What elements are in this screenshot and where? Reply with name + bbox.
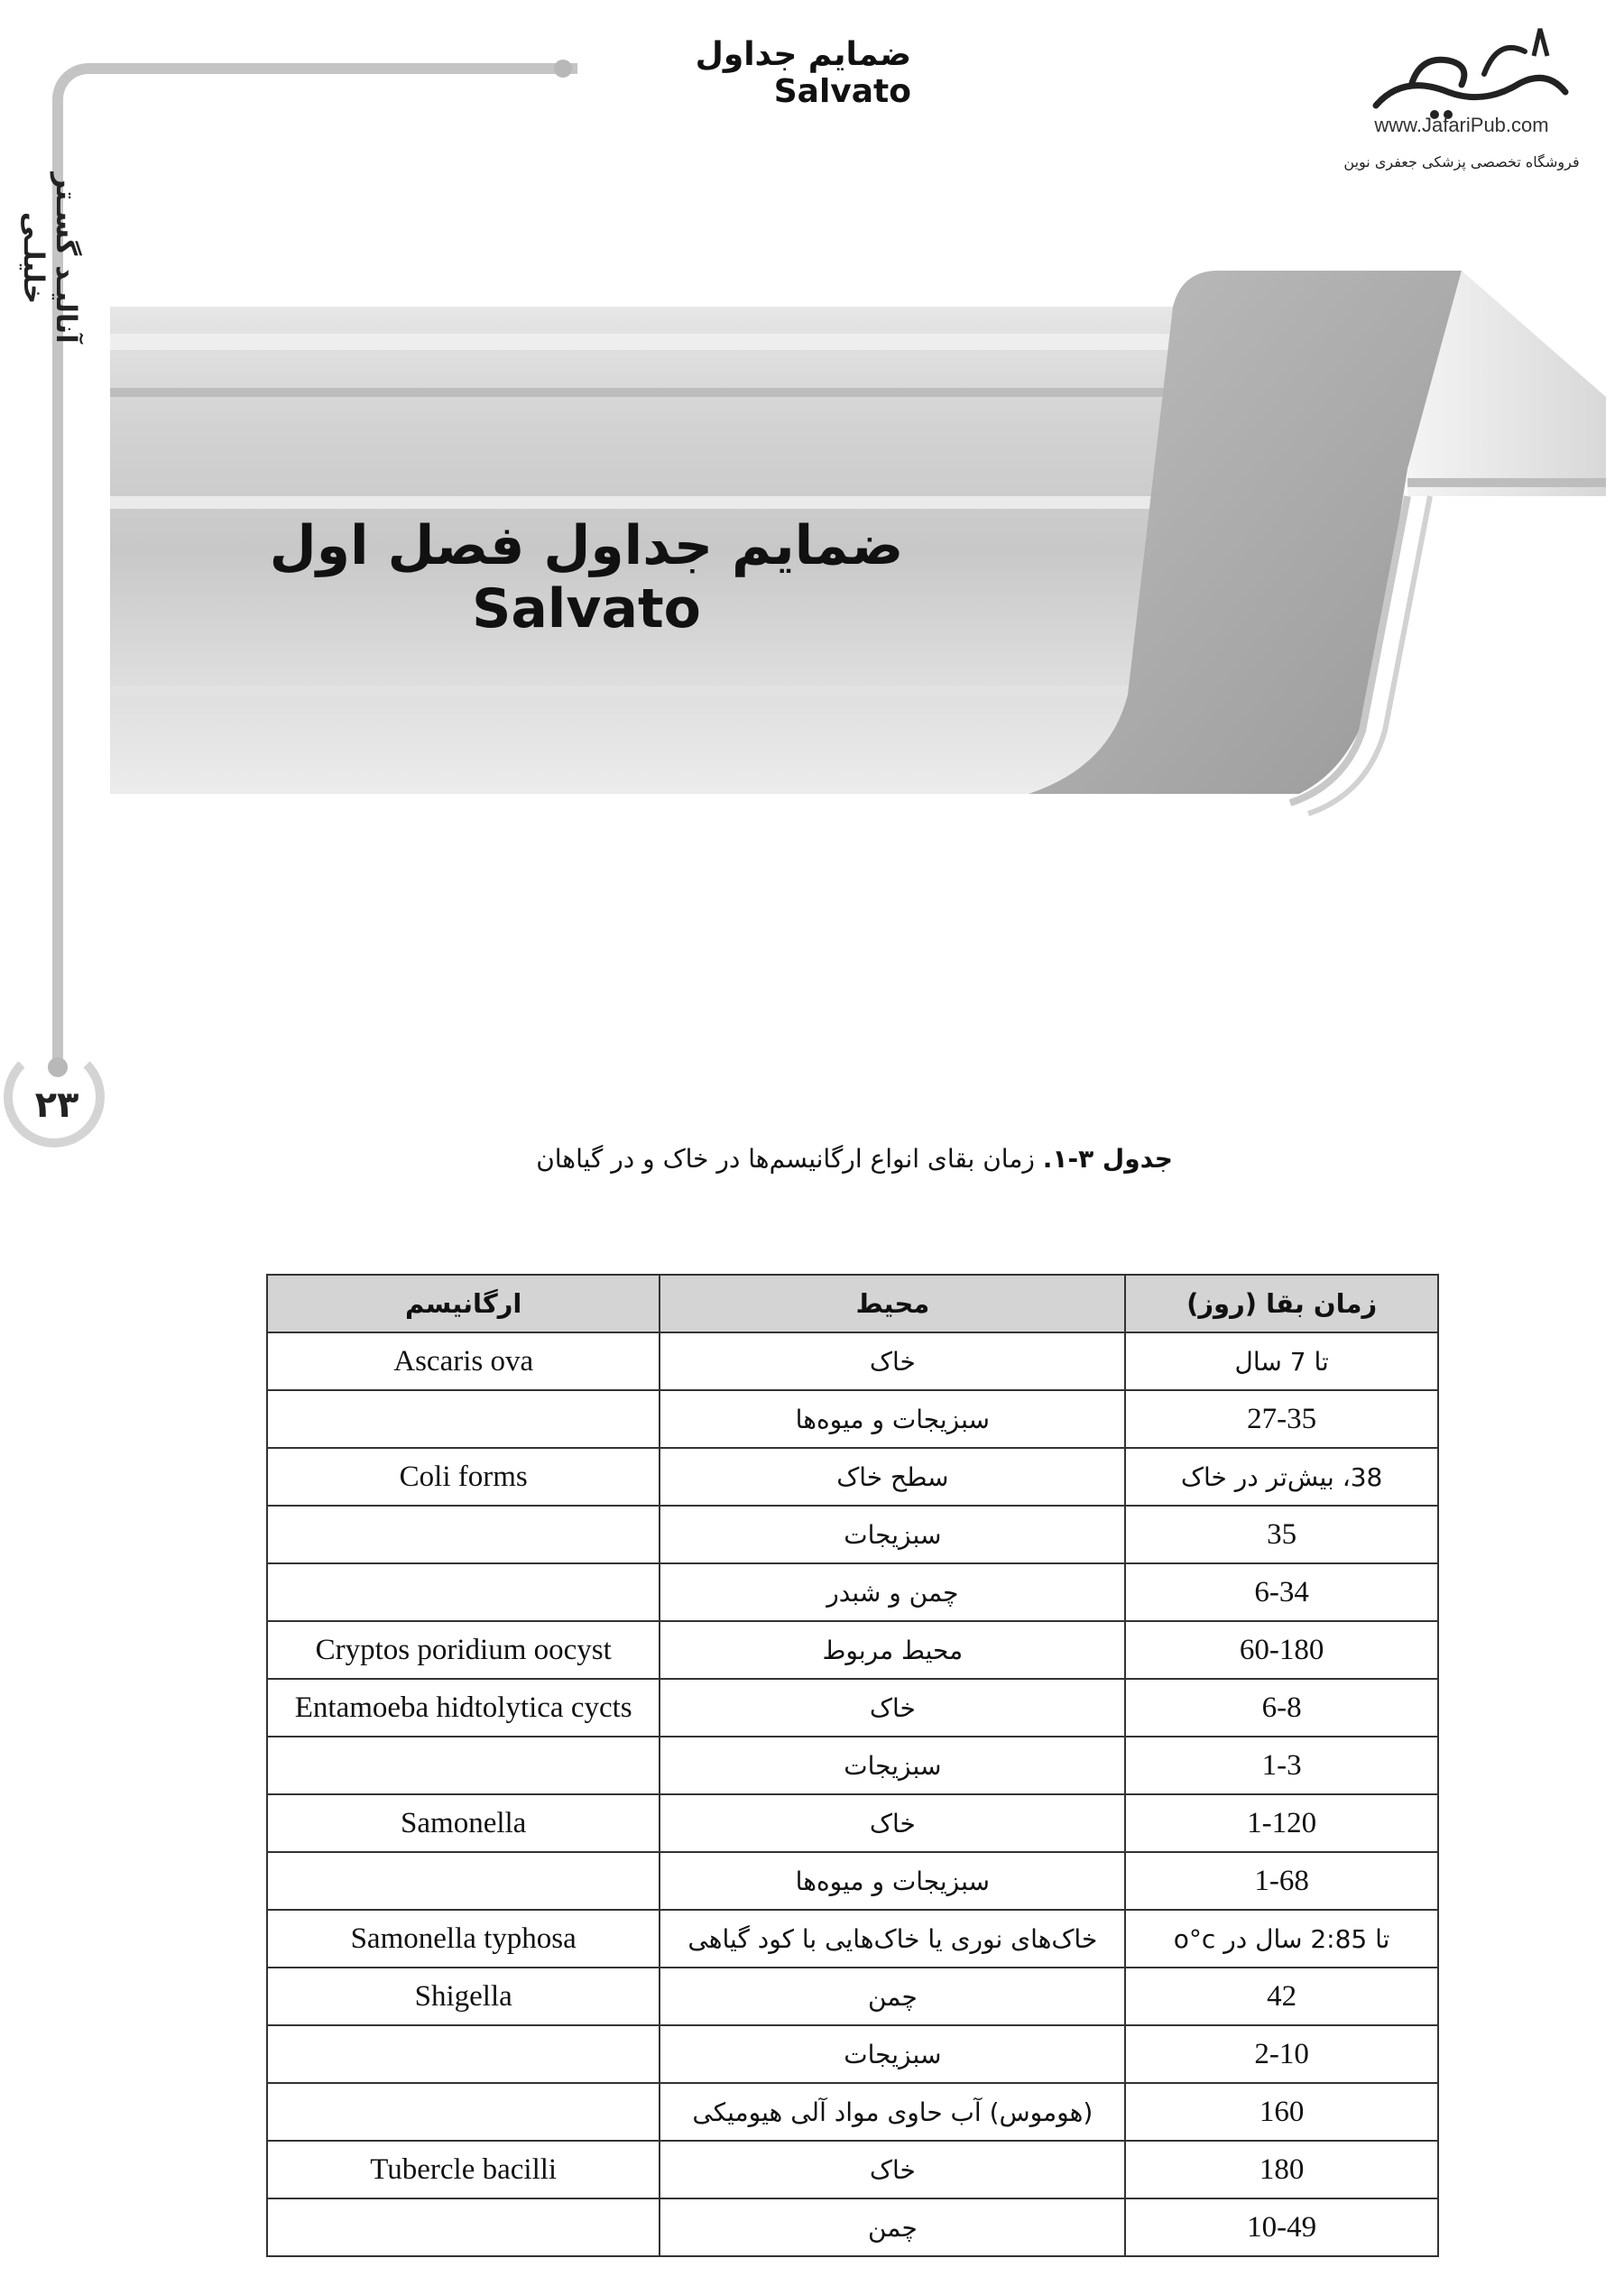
cell-environment: چمن — [660, 1968, 1125, 2025]
cell-survival-time: تا 7 سال — [1125, 1332, 1438, 1390]
table-row — [267, 1679, 1438, 1737]
publisher-tagline: فروشگاه تخصصی پزشکی جعفری نوین — [1343, 153, 1580, 171]
publisher-url: www.JafariPub.com — [1374, 114, 1549, 136]
cell-survival-time: 60-180 — [1125, 1621, 1438, 1679]
table-caption-text: زمان بقای انواع ارگانیسم‌ها در خاک و در گیاهان — [536, 1144, 1043, 1174]
table-row — [267, 1968, 1438, 2025]
cell-survival-time: 180 — [1125, 2141, 1438, 2198]
table-row — [267, 2141, 1438, 2198]
cell-environment: خاک — [660, 1794, 1125, 1852]
cell-organism: Cryptos poridium oocyst — [267, 1621, 660, 1679]
header-organism: ارگانیسم — [267, 1275, 660, 1332]
table-row — [267, 1506, 1438, 1563]
table-row — [267, 2083, 1438, 2141]
cell-environment: چمن — [660, 2198, 1125, 2256]
table-row — [267, 1332, 1438, 1390]
cell-survival-time: 6-34 — [1125, 1563, 1438, 1621]
cell-organism: Coli forms — [267, 1448, 660, 1506]
table-row — [267, 2198, 1438, 2256]
cell-environment: (هوموس) آب حاوی مواد آلی هیومیکی — [660, 2083, 1125, 2141]
cell-organism: Ascaris ova — [267, 1332, 660, 1390]
rail-top-decoration — [52, 63, 577, 124]
cell-environment: سبزیجات — [660, 2025, 1125, 2083]
cell-organism — [267, 1737, 660, 1794]
table-row — [267, 1737, 1438, 1794]
table-row — [267, 1448, 1438, 1506]
cell-environment: خاک — [660, 1332, 1125, 1390]
cell-environment: چمن و شبدر — [660, 1563, 1125, 1621]
table-caption-label: جدول ۳-۱. — [1042, 1144, 1173, 1174]
cell-environment: محیط مربوط — [660, 1621, 1125, 1679]
cell-survival-time: 1-120 — [1125, 1794, 1438, 1852]
table-row — [267, 1390, 1438, 1448]
cell-survival-time: 1-68 — [1125, 1852, 1438, 1910]
cell-organism: Entamoeba hidtolytica cycts — [267, 1679, 660, 1737]
header-environment: محیط — [660, 1275, 1125, 1332]
header-survival-time: زمان بقا (روز) — [1125, 1275, 1438, 1332]
table-header-row — [267, 1275, 1438, 1332]
cell-survival-time: 2-10 — [1125, 2025, 1438, 2083]
survival-table — [266, 1274, 1439, 2257]
cell-organism — [267, 2083, 660, 2141]
cell-environment: خاک‌های نوری یا خاک‌هایی با کود گیاهی — [660, 1910, 1125, 1968]
cell-survival-time: 35 — [1125, 1506, 1438, 1563]
cell-survival-time: 1-3 — [1125, 1737, 1438, 1794]
table-row — [267, 2025, 1438, 2083]
cell-environment: سبزیجات و میوه‌ها — [660, 1390, 1125, 1448]
table-row — [267, 1563, 1438, 1621]
cell-environment: خاک — [660, 2141, 1125, 2198]
cell-organism: Samonella typhosa — [267, 1910, 660, 1968]
cell-survival-time: 6-8 — [1125, 1679, 1438, 1737]
cell-organism — [267, 1563, 660, 1621]
cell-organism: Shigella — [267, 1968, 660, 2025]
cell-survival-time: 27-35 — [1125, 1390, 1438, 1448]
cell-environment: سبزیجات — [660, 1737, 1125, 1794]
cell-organism — [267, 2198, 660, 2256]
cell-organism — [267, 2025, 660, 2083]
cell-environment: سبزیجات و میوه‌ها — [660, 1852, 1125, 1910]
table-caption — [379, 1144, 1173, 1174]
cell-environment: سطح خاک — [660, 1448, 1125, 1506]
cell-organism — [267, 1390, 660, 1448]
cell-organism — [267, 1506, 660, 1563]
page-number: ۲۳ — [34, 1084, 79, 1126]
table-row — [267, 1794, 1438, 1852]
cell-environment: سبزیجات — [660, 1506, 1125, 1563]
table-row — [267, 1910, 1438, 1968]
cell-environment: خاک — [660, 1679, 1125, 1737]
cell-survival-time: تا 2:85 سال در o°c — [1125, 1910, 1438, 1968]
rail-top-dot — [554, 60, 572, 78]
table-row — [267, 1852, 1438, 1910]
cell-organism — [267, 1852, 660, 1910]
cell-survival-time: 10-49 — [1125, 2198, 1438, 2256]
cell-organism: Tubercle bacilli — [267, 2141, 660, 2198]
running-head: ضمایم جداول Salvato — [695, 36, 911, 110]
table-row — [267, 1621, 1438, 1679]
cell-survival-time: 38، بیش‌تر در خاک — [1125, 1448, 1438, 1506]
side-author-text: آنالیـد گسـتر خلیلـی — [17, 172, 82, 344]
cell-organism: Samonella — [267, 1794, 660, 1852]
cell-survival-time: 42 — [1125, 1968, 1438, 2025]
chapter-title: ضمایم جداول فصل اول Salvato — [269, 514, 904, 641]
cell-survival-time: 160 — [1125, 2083, 1438, 2141]
